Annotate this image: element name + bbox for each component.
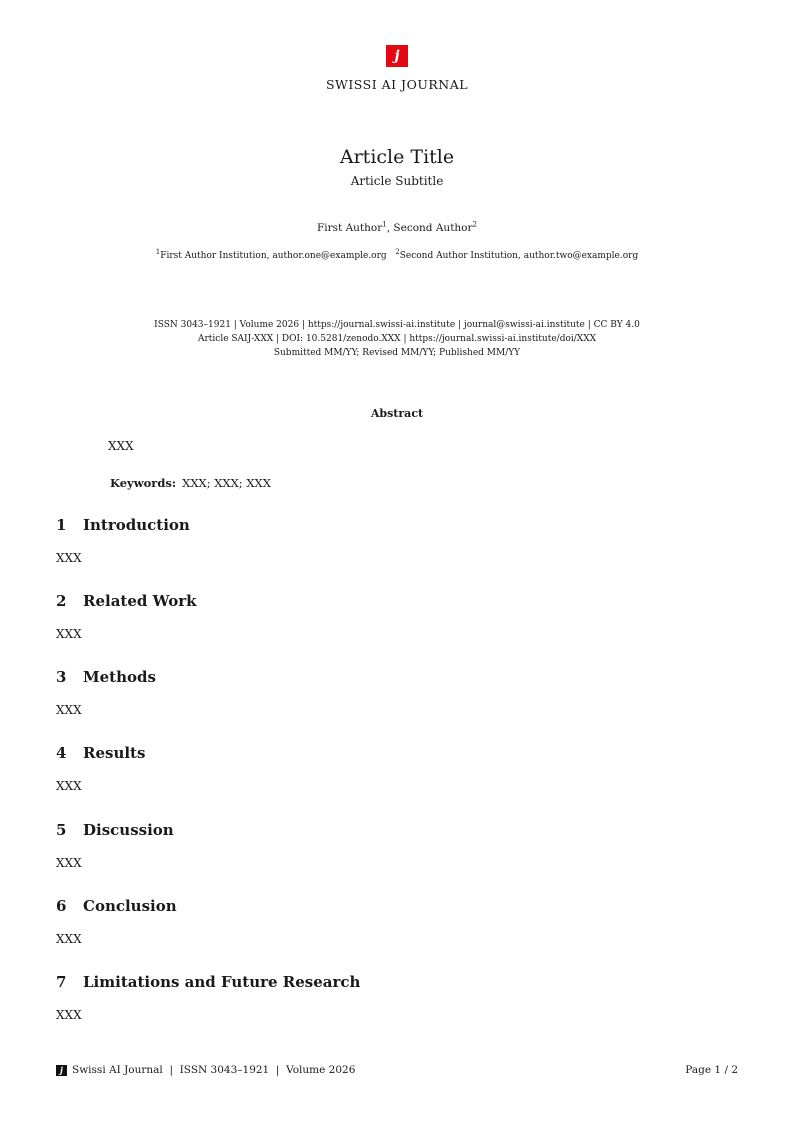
keywords xyxy=(110,476,271,490)
article-subtitle: Article Subtitle xyxy=(350,174,444,188)
section-body: XXX xyxy=(56,1008,82,1022)
section-title: Methods xyxy=(83,668,156,686)
journal-logo xyxy=(386,45,408,67)
section-title: Introduction xyxy=(83,516,190,534)
section-title: Limitations and Future Research xyxy=(83,973,361,991)
author-second: Second Author xyxy=(393,222,473,234)
author-separator: , xyxy=(386,222,394,234)
affiliation-1-sup: 1 xyxy=(155,248,161,256)
section-title: Related Work xyxy=(83,592,197,610)
author-list xyxy=(0,222,794,234)
author-first-affil: 1 xyxy=(382,220,387,229)
footer-text: Swissi AI Journal | ISSN 3043–1921 | Volume 2026 xyxy=(72,1064,356,1076)
section-body: XXX xyxy=(56,551,82,565)
section-heading xyxy=(56,821,174,839)
section-number: 4 xyxy=(56,744,67,762)
abstract-heading: Abstract xyxy=(370,407,424,420)
publication-meta-line1: ISSN 3043–1921 | Volume 2026 | https://journal.swissi-ai.institute | journal@swissi-ai.institute | CC BY 4.0 xyxy=(154,320,640,330)
journal-name: SWISSI AI JOURNAL xyxy=(325,77,469,92)
section-number: 7 xyxy=(56,973,67,991)
section-heading xyxy=(56,516,190,534)
section-heading xyxy=(56,744,145,762)
footer-logo xyxy=(56,1065,67,1076)
article-title: Article Title xyxy=(339,146,455,168)
section-title: Results xyxy=(83,744,146,762)
section-body: XXX xyxy=(56,703,82,717)
section-number: 3 xyxy=(56,668,67,686)
publication-meta-line3: Submitted MM/YY; Revised MM/YY; Published MM/YY xyxy=(273,348,521,358)
affiliations xyxy=(0,248,794,261)
page-number: Page 1 / 2 xyxy=(685,1064,738,1076)
section-heading xyxy=(56,897,177,915)
section-title: Discussion xyxy=(83,821,174,839)
keywords-list: XXX; XXX; XXX xyxy=(182,476,271,490)
abstract-text: XXX xyxy=(108,439,134,453)
author-first: First Author xyxy=(316,222,383,234)
affiliation-1: First Author Institution, author.one@example.org xyxy=(160,251,387,261)
section-number: 6 xyxy=(56,897,67,915)
section-number: 2 xyxy=(56,592,67,610)
author-second-affil: 2 xyxy=(472,220,477,229)
section-heading xyxy=(56,592,197,610)
section-number: 5 xyxy=(56,821,67,839)
section-heading xyxy=(56,668,156,686)
journal-logo-letter: j xyxy=(394,48,400,64)
section-heading xyxy=(56,973,360,991)
page-footer xyxy=(56,1064,355,1076)
section-body: XXX xyxy=(56,932,82,946)
affiliation-2: Second Author Institution, author.two@example.org xyxy=(399,251,639,261)
section-title: Conclusion xyxy=(83,897,177,915)
keywords-label: Keywords: xyxy=(110,476,177,490)
section-body: XXX xyxy=(56,856,82,870)
affiliation-2-sup: 2 xyxy=(395,248,400,256)
section-body: XXX xyxy=(56,779,82,793)
publication-meta-line2: Article SAIJ-XXX | DOI: 10.5281/zenodo.XXX | https://journal.swissi-ai.institute/doi/XXX xyxy=(197,334,597,344)
section-body: XXX xyxy=(56,627,82,641)
section-number: 1 xyxy=(56,516,67,534)
footer-logo-letter: j xyxy=(60,1065,63,1075)
